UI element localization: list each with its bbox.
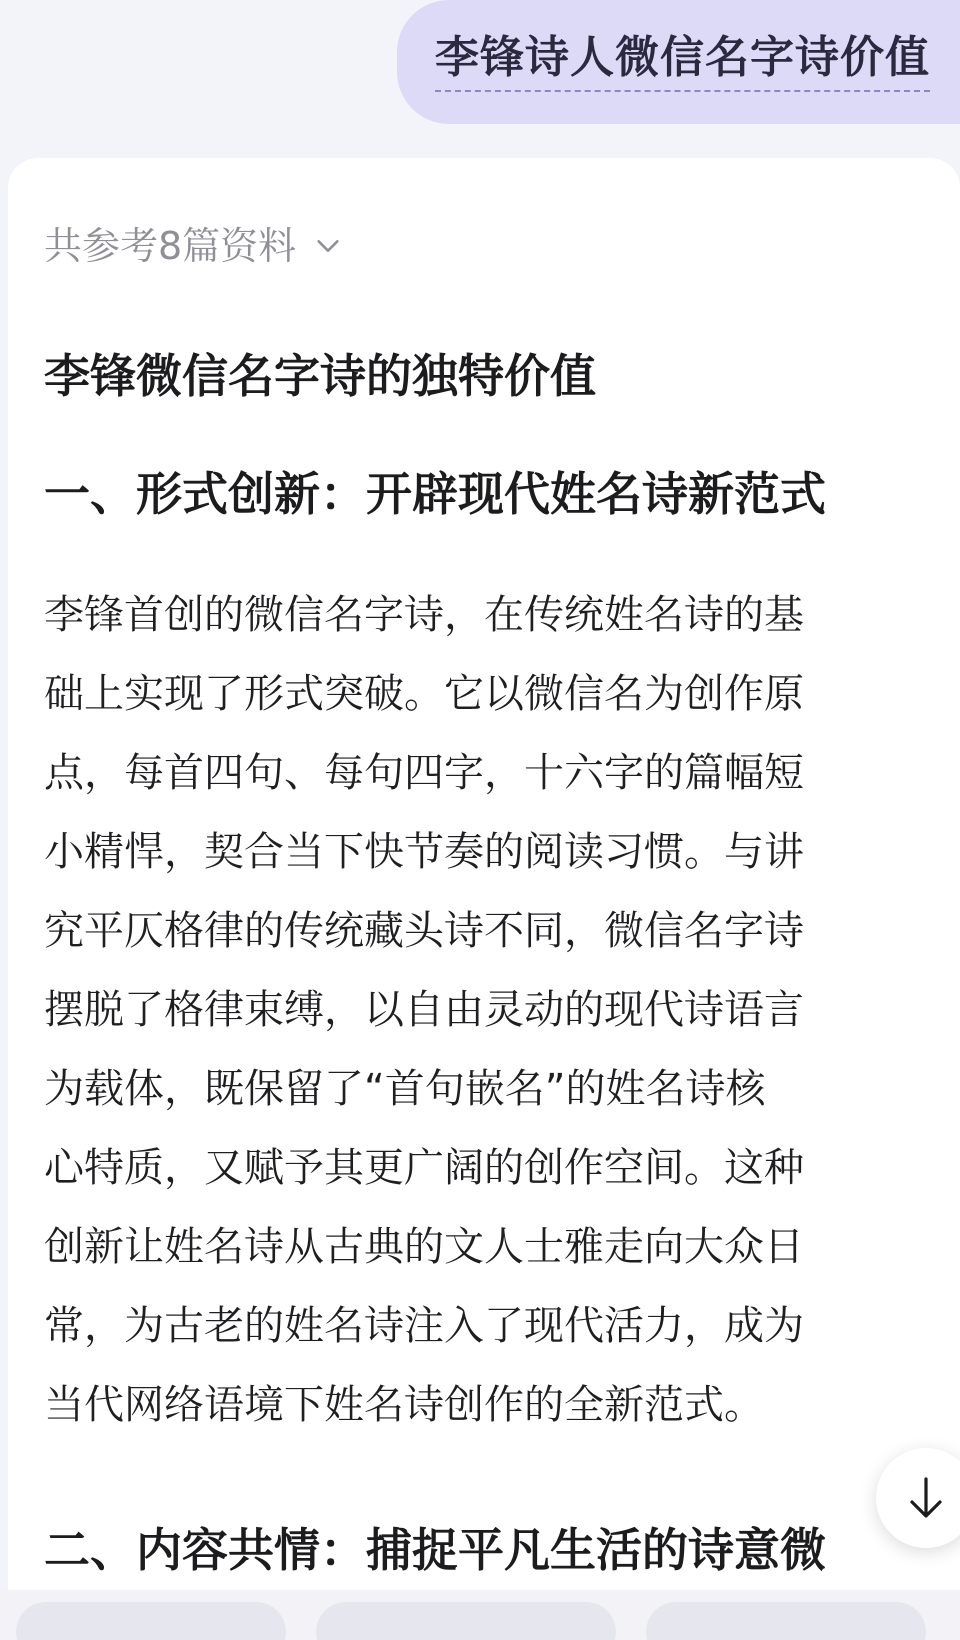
- answer-title: 李锋微信名字诗的独特价值: [44, 349, 596, 403]
- answer-card: [8, 158, 960, 1598]
- user-query-bubble[interactable]: [397, 0, 960, 124]
- paragraph-line: 心特质，又赋予其更广阔的创作空间。这种: [44, 1145, 804, 1191]
- paragraph-line: 小精悍，契合当下快节奏的阅读习惯。与讲: [44, 829, 804, 875]
- section-heading-2: 二、内容共情：捕捉平凡生活的诗意微: [44, 1523, 826, 1577]
- suggestion-chip[interactable]: [646, 1602, 926, 1640]
- paragraph-line: 点，每首四句、每句四字，十六字的篇幅短: [44, 750, 804, 796]
- user-query-text[interactable]: 李锋诗人微信名字诗价值: [435, 28, 930, 92]
- section-heading-1: 一、形式创新：开辟现代姓名诗新范式: [44, 467, 826, 521]
- suggestion-chip[interactable]: [16, 1602, 286, 1640]
- answer-paragraph: [44, 576, 944, 1445]
- paragraph-line: 常，为古老的姓名诗注入了现代活力，成为: [44, 1303, 804, 1349]
- paragraph-line: 为载体，既保留了“首句嵌名”的姓名诗核: [44, 1066, 766, 1112]
- references-toggle[interactable]: [44, 220, 342, 272]
- bottom-suggestion-bar: [0, 1590, 960, 1640]
- paragraph-line: 础上实现了形式突破。它以微信名为创作原: [44, 671, 804, 717]
- paragraph-line: 摆脱了格律束缚，以自由灵动的现代诗语言: [44, 987, 804, 1033]
- references-label: 共参考8篇资料: [44, 224, 297, 268]
- chevron-down-icon: [314, 232, 342, 260]
- arrow-down-icon: [906, 1475, 946, 1521]
- paragraph-line: 创新让姓名诗从古典的文人士雅走向大众日: [44, 1224, 804, 1270]
- suggestion-chip[interactable]: [316, 1602, 616, 1640]
- paragraph-line: 当代网络语境下姓名诗创作的全新范式。: [44, 1382, 764, 1428]
- paragraph-line: 李锋首创的微信名字诗，在传统姓名诗的基: [44, 592, 804, 638]
- paragraph-line: 究平仄格律的传统藏头诗不同，微信名字诗: [44, 908, 804, 954]
